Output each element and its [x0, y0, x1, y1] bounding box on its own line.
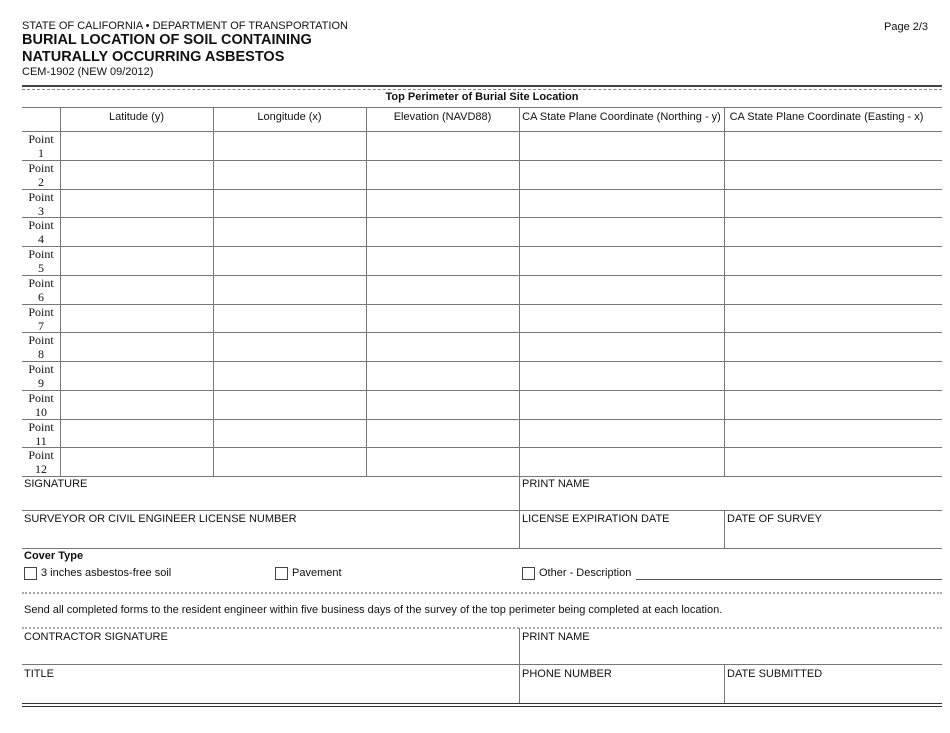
cell-longitude[interactable] — [214, 420, 365, 447]
point-number: 6 — [38, 289, 44, 304]
cell-longitude[interactable] — [214, 218, 365, 245]
cell-northing[interactable] — [520, 161, 723, 188]
signature-field[interactable] — [22, 476, 519, 510]
point-number: 8 — [38, 347, 44, 362]
cell-elevation[interactable] — [367, 247, 518, 274]
cell-northing[interactable] — [520, 448, 723, 475]
cell-longitude[interactable] — [214, 448, 365, 475]
point-label — [22, 420, 60, 448]
title-field[interactable] — [22, 665, 519, 703]
cell-easting[interactable] — [725, 190, 941, 217]
cell-elevation[interactable] — [367, 161, 518, 188]
date-submitted-label: DATE SUBMITTED — [727, 668, 823, 680]
point-number: 7 — [38, 318, 44, 333]
cell-easting[interactable] — [725, 391, 941, 418]
print-name-field[interactable] — [520, 476, 942, 510]
cell-easting[interactable] — [725, 161, 941, 188]
print-name-label: PRINT NAME — [522, 478, 590, 490]
point-number: 9 — [38, 376, 44, 390]
cell-latitude[interactable] — [61, 362, 212, 389]
point-word: Point — [28, 390, 54, 405]
cell-easting[interactable] — [725, 132, 941, 159]
soil-checkbox[interactable] — [24, 567, 37, 580]
cell-longitude[interactable] — [214, 333, 365, 360]
cell-northing[interactable] — [520, 247, 723, 274]
cell-longitude[interactable] — [214, 391, 365, 418]
cell-latitude[interactable] — [61, 305, 212, 332]
point-number: 12 — [35, 462, 47, 477]
cell-elevation[interactable] — [367, 333, 518, 360]
point-word: Point — [28, 189, 54, 204]
cell-easting[interactable] — [725, 448, 941, 475]
form-title-line2: NATURALLY OCCURRING ASBESTOS — [22, 49, 285, 65]
contractor-signature-field[interactable] — [22, 629, 519, 664]
cell-latitude[interactable] — [61, 161, 212, 188]
point-word: Point — [28, 419, 54, 434]
point-label — [22, 448, 60, 476]
point-label — [22, 391, 60, 419]
point-number: 3 — [38, 203, 44, 218]
point-number: 10 — [35, 404, 47, 419]
cell-elevation[interactable] — [367, 362, 518, 389]
cell-latitude[interactable] — [61, 333, 212, 360]
cell-latitude[interactable] — [61, 276, 212, 303]
contractor-signature-label: CONTRACTOR SIGNATURE — [24, 631, 168, 643]
cell-northing[interactable] — [520, 333, 723, 360]
date-of-survey-field[interactable] — [725, 511, 942, 548]
cell-easting[interactable] — [725, 362, 941, 389]
cell-elevation[interactable] — [367, 190, 518, 217]
point-number: 11 — [35, 433, 47, 448]
pavement-option-label: Pavement — [292, 567, 342, 579]
cell-longitude[interactable] — [214, 362, 365, 389]
cell-easting[interactable] — [725, 305, 941, 332]
cell-northing[interactable] — [520, 218, 723, 245]
cell-elevation[interactable] — [367, 305, 518, 332]
cell-easting[interactable] — [725, 333, 941, 360]
point-word: Point — [28, 275, 54, 290]
date-of-survey-label: DATE OF SURVEY — [727, 513, 822, 525]
cell-easting[interactable] — [725, 276, 941, 303]
cell-elevation[interactable] — [367, 420, 518, 447]
cell-longitude[interactable] — [214, 247, 365, 274]
license-expiration-field[interactable] — [520, 511, 724, 548]
cell-northing[interactable] — [520, 391, 723, 418]
cell-longitude[interactable] — [214, 161, 365, 188]
cell-northing[interactable] — [520, 132, 723, 159]
cell-elevation[interactable] — [367, 391, 518, 418]
cell-latitude[interactable] — [61, 420, 212, 447]
point-number: 1 — [38, 146, 44, 160]
point-label — [22, 247, 60, 275]
point-word: Point — [28, 247, 54, 261]
cell-latitude[interactable] — [61, 247, 212, 274]
contractor-print-name-field[interactable] — [520, 629, 942, 664]
cell-northing[interactable] — [520, 420, 723, 447]
point-label — [22, 132, 60, 160]
cell-latitude[interactable] — [61, 132, 212, 159]
point-number: 5 — [38, 261, 44, 275]
point-label — [22, 362, 60, 390]
cell-northing[interactable] — [520, 276, 723, 303]
other-option-label: Other - Description — [539, 567, 632, 579]
license-number-label: SURVEYOR OR CIVIL ENGINEER LICENSE NUMBER — [24, 513, 297, 525]
point-word: Point — [28, 333, 54, 348]
cell-longitude[interactable] — [214, 305, 365, 332]
column-header-elevation: Elevation (NAVD88) — [393, 111, 492, 123]
point-label — [22, 218, 60, 246]
point-label — [22, 305, 60, 333]
cell-easting[interactable] — [725, 247, 941, 274]
contractor-print-name-label: PRINT NAME — [522, 631, 590, 643]
instruction-text: Send all completed forms to the resident engineer within five business days of the survey of the top perimeter being completed at each location. — [24, 604, 723, 616]
cell-latitude[interactable] — [61, 448, 212, 475]
cell-elevation[interactable] — [367, 448, 518, 475]
page-number: Page 2/3 — [884, 21, 929, 33]
point-word: Point — [28, 160, 54, 175]
other-checkbox[interactable] — [522, 567, 535, 580]
pavement-checkbox[interactable] — [275, 567, 288, 580]
column-header-easting: CA State Plane Coordinate (Easting - x) — [729, 111, 924, 123]
point-word: Point — [28, 132, 54, 146]
cell-longitude[interactable] — [214, 276, 365, 303]
point-word: Point — [28, 362, 54, 376]
cell-elevation[interactable] — [367, 276, 518, 303]
point-label — [22, 276, 60, 304]
cell-elevation[interactable] — [367, 132, 518, 159]
phone-number-label: PHONE NUMBER — [522, 668, 612, 680]
column-header-longitude: Longitude (x) — [257, 111, 322, 123]
phone-number-field[interactable] — [520, 665, 724, 703]
point-word: Point — [28, 304, 54, 319]
point-label — [22, 333, 60, 361]
form-title-line1: BURIAL LOCATION OF SOIL CONTAINING — [22, 32, 312, 48]
point-number: 4 — [38, 232, 44, 247]
cell-northing[interactable] — [520, 190, 723, 217]
cell-easting[interactable] — [725, 420, 941, 447]
cell-longitude[interactable] — [214, 190, 365, 217]
agency-label: STATE OF CALIFORNIA • DEPARTMENT OF TRANSPORTATION — [22, 20, 348, 32]
column-header-latitude: Latitude (y) — [108, 111, 165, 123]
signature-label: SIGNATURE — [24, 478, 88, 490]
column-header-northing: CA State Plane Coordinate (Northing - y) — [522, 111, 721, 123]
cell-easting[interactable] — [725, 218, 941, 245]
point-label — [22, 190, 60, 218]
cell-latitude[interactable] — [61, 391, 212, 418]
cell-latitude[interactable] — [61, 218, 212, 245]
point-label — [22, 161, 60, 189]
cell-northing[interactable] — [520, 362, 723, 389]
cell-longitude[interactable] — [214, 132, 365, 159]
cover-type-label: Cover Type — [24, 550, 84, 562]
form-number: CEM-1902 (NEW 09/2012) — [22, 66, 154, 78]
date-submitted-field[interactable] — [725, 665, 942, 703]
title-label: TITLE — [24, 668, 54, 680]
cell-latitude[interactable] — [61, 190, 212, 217]
cell-northing[interactable] — [520, 305, 723, 332]
other-description-input[interactable] — [636, 566, 942, 580]
cell-elevation[interactable] — [367, 218, 518, 245]
point-word: Point — [28, 448, 54, 463]
point-number: 2 — [38, 174, 44, 189]
license-number-field[interactable] — [22, 511, 519, 548]
soil-option-label: 3 inches asbestos-free soil — [41, 567, 172, 579]
license-expiration-label: LICENSE EXPIRATION DATE — [522, 513, 670, 525]
point-word: Point — [28, 218, 54, 233]
table-title: Top Perimeter of Burial Site Location — [385, 91, 579, 103]
